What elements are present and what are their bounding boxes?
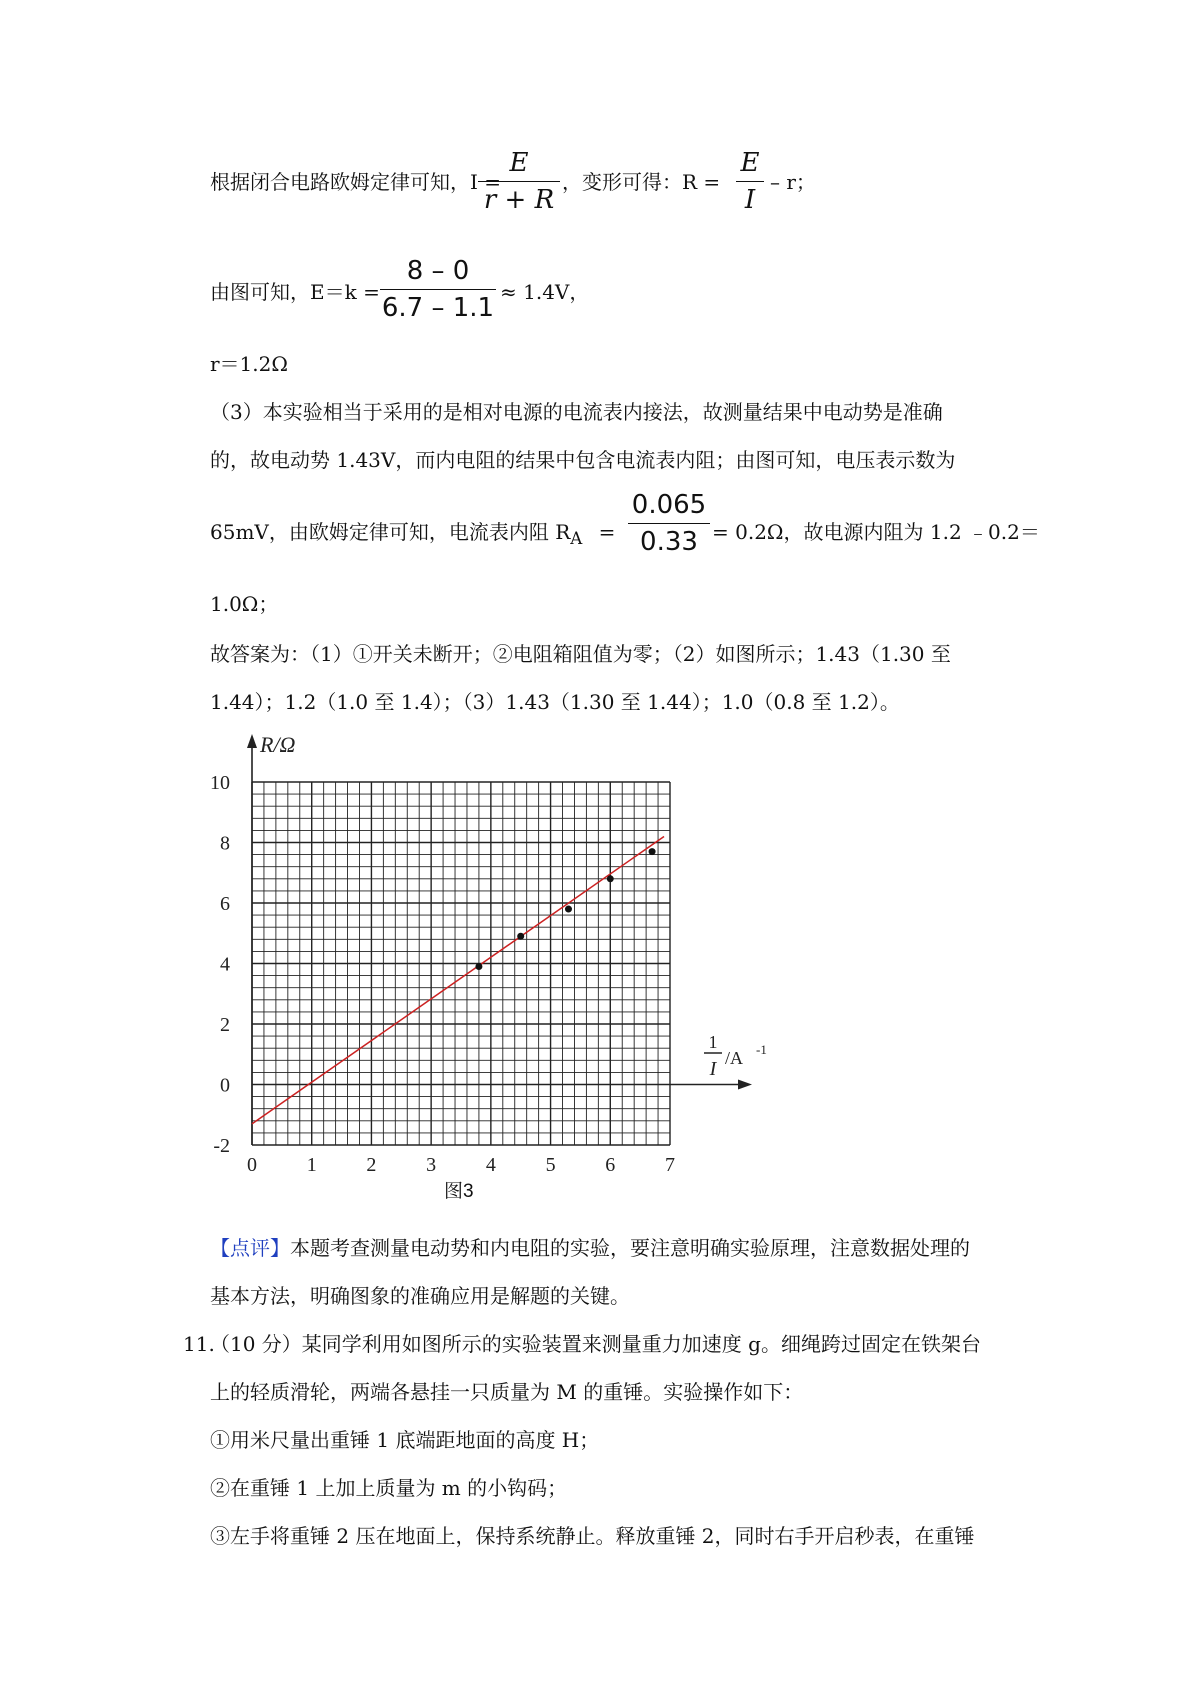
subscript-a: A — [570, 529, 583, 548]
answer-line-1: 故答案为：（1）①开关未断开；②电阻箱阻值为零；（2）如图所示；1.43（1.30 至 — [210, 642, 951, 666]
x-tick-label: 3 — [426, 1154, 437, 1176]
equation-line-2: 由图可知，E＝k = — [210, 280, 380, 304]
fraction-numerator: 8 – 0 — [406, 256, 470, 286]
fraction-denominator: 6.7 – 1.1 — [381, 293, 495, 323]
equation-1-suffix: – r； — [770, 170, 816, 194]
step-3: ③左手将重锤 2 压在地面上，保持系统静止。释放重锤 2，同时右手开启秒表，在重锤 — [210, 1524, 975, 1548]
equation-1-mid: ，变形可得：R = — [562, 170, 721, 194]
chart-tick-labels — [210, 772, 675, 1176]
x-label-denominator: I — [709, 1058, 717, 1080]
fraction-denominator: 0.33 — [640, 527, 698, 557]
y-tick-label: 2 — [220, 1014, 230, 1036]
question-number: 11. — [183, 1332, 215, 1356]
step-2: ②在重锤 1 上加上质量为 m 的小钩码； — [210, 1476, 568, 1500]
y-tick-label: 10 — [210, 772, 230, 794]
x-tick-label: 5 — [545, 1154, 556, 1176]
data-point — [649, 848, 656, 855]
comment-tag: 【点评】 — [210, 1236, 290, 1260]
paragraph-line-5: 的，故电动势 1.43V，而内电阻的结果中包含电流表内阻；由图可知，电压表示数为 — [210, 448, 956, 472]
paragraph-line-7: 1.0Ω； — [210, 592, 279, 616]
step-1: ①用米尺量出重锤 1 底端距地面的高度 H； — [210, 1428, 600, 1452]
line6-prefix: 65mV，由欧姆定律可知，电流表内阻 R — [210, 520, 571, 544]
y-tick-label: 4 — [220, 953, 230, 976]
x-tick-label: 2 — [366, 1154, 377, 1176]
chart-grid — [252, 782, 670, 1145]
x-tick-label: 0 — [247, 1154, 257, 1176]
comment-line-1 — [210, 1234, 970, 1262]
data-point — [565, 906, 572, 913]
equation-1-prefix: 根据闭合电路欧姆定律可知，I = — [210, 170, 502, 194]
comment-line-2: 基本方法，明确图象的准确应用是解题的关键。 — [210, 1284, 630, 1308]
question-line-2: 上的轻质滑轮，两端各悬挂一只质量为 M 的重锤。实验操作如下： — [210, 1380, 804, 1404]
data-point — [607, 875, 614, 882]
x-tick-label: 6 — [605, 1154, 616, 1176]
result-r: r＝1.2Ω — [210, 352, 288, 376]
y-tick-label: 6 — [220, 893, 230, 915]
fraction-numerator: E — [740, 148, 760, 178]
y-tick-label: 0 — [220, 1074, 230, 1097]
fit-line — [252, 836, 664, 1123]
data-point — [517, 933, 524, 940]
y-axis-arrow — [247, 734, 257, 748]
data-point — [475, 963, 482, 970]
x-tick-label: 1 — [306, 1154, 317, 1176]
line6-eq: = — [598, 520, 616, 544]
fraction-numerator: E — [509, 148, 529, 178]
y-tick-label: 8 — [220, 832, 230, 855]
x-tick-label: 7 — [665, 1154, 675, 1176]
equation-2-suffix: ≈ 1.4V， — [500, 280, 590, 304]
comment-text: 本题考查测量电动势和内电阻的实验，要注意明确实验原理，注意数据处理的 — [290, 1236, 970, 1260]
figure-caption: 图3 — [444, 1181, 474, 1202]
y-tick-label: -2 — [213, 1135, 230, 1157]
question-line-1: （10 分）某同学利用如图所示的实验装置来测量重力加速度 g。细绳跨过固定在铁架台 — [210, 1332, 981, 1356]
y-axis-label: R/Ω — [260, 732, 296, 757]
line6-suffix: = 0.2Ω，故电源内阻为 1.2 ﹣0.2＝ — [712, 520, 1040, 544]
x-axis-label — [704, 1032, 767, 1080]
x-label-unit: /A — [725, 1048, 743, 1068]
x-label-exponent: -1 — [756, 1042, 767, 1057]
answer-line-2: 1.44）；1.2（1.0 至 1.4）；（3）1.43（1.30 至 1.44）；1.0（0.8 至 1.2）。 — [210, 690, 900, 714]
x-label-numerator: 1 — [708, 1032, 718, 1052]
fraction-numerator: 0.065 — [631, 490, 707, 520]
paragraph-line-4: （3）本实验相当于采用的是相对电源的电流表内接法，故测量结果中电动势是准确 — [210, 400, 943, 424]
x-axis-arrow — [738, 1080, 752, 1090]
fraction-denominator: r + R — [483, 185, 555, 215]
fraction-denominator: I — [744, 185, 756, 215]
x-tick-label: 4 — [485, 1154, 496, 1176]
